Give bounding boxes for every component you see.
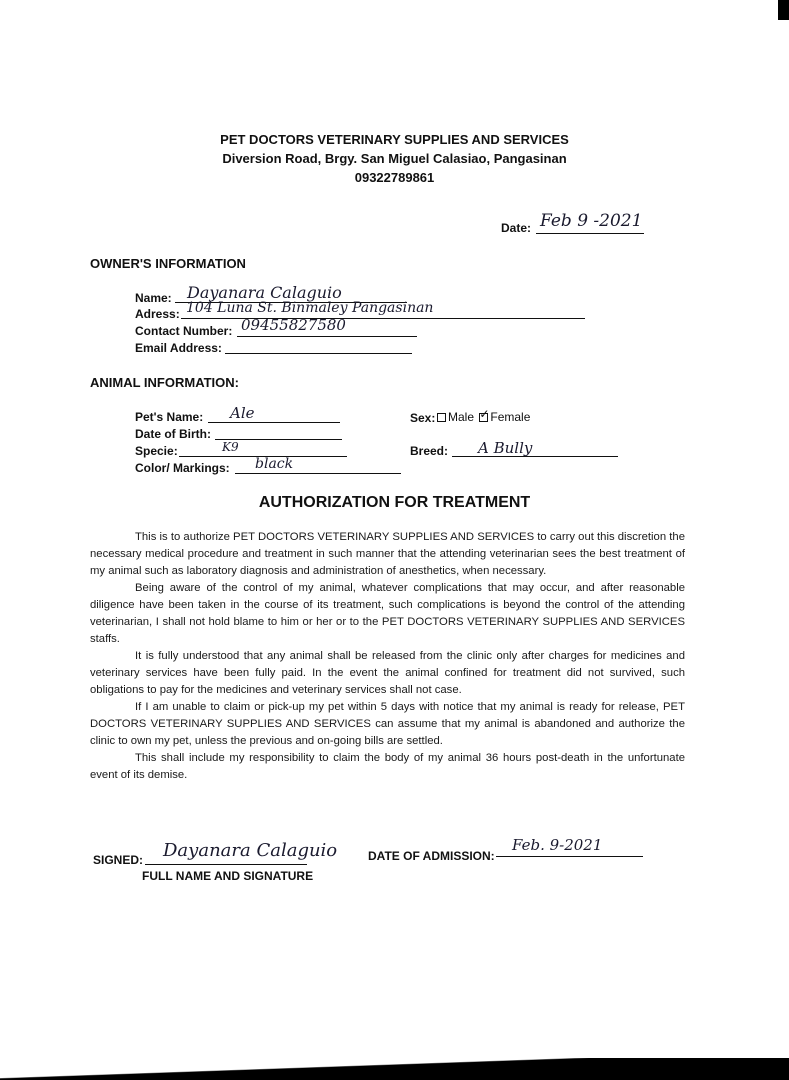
pet-name-value: Ale [230, 404, 255, 422]
specie-value: K9 [222, 440, 239, 454]
breed-label: Breed: [410, 444, 449, 458]
sex-label: Sex: [410, 411, 436, 425]
authorization-body [90, 529, 685, 784]
owner-address-value: 104 Luna St. Binmaley Pangasinan [186, 300, 434, 316]
dob-label: Date of Birth: [135, 427, 211, 441]
admission-date-value: Feb. 9-2021 [512, 836, 603, 854]
authorization-paragraph: This is to authorize PET DOCTORS VETERINARY SUPPLIES AND SERVICES to carry out this discretion the necessary medical procedure and treatment in such manner that the attending veterinarian sees the best treatment of my animal such as laboratory diagnosis and administration of anesthetics, when necessary. [90, 531, 685, 577]
pet-name-label: Pet's Name: [135, 410, 204, 424]
owner-email-line [225, 353, 412, 354]
owner-name-label: Name: [135, 291, 172, 305]
color-markings-line [235, 473, 401, 474]
date-line [536, 233, 644, 234]
signature: Dayanara Calaguio [163, 840, 338, 861]
signature-line [145, 864, 307, 865]
authorization-paragraph: Being aware of the control of my animal, whatever complications that may occur, and after reasonable diligence have been taken in the course of its treatment, such complications is beyond the control of the attending veterinarian, I shall not hold blame to him or her or to the PET DOCTORS VETERINARY SUPPLIES AND SERVICES staffs. [90, 582, 685, 645]
pet-name-line [208, 422, 340, 423]
date-label: Date: [501, 221, 532, 235]
authorization-paragraph: It is fully understood that any animal shall be released from the clinic only after charges for medicines and veterinary services have been fully paid. In the event the animal confined for treatment did not survived, such obligations to pay for the medicines and veterinary services shall not case. [90, 650, 685, 696]
color-markings-label: Color/ Markings: [135, 461, 230, 475]
date-value: Feb 9 -2021 [540, 211, 643, 231]
signed-label: SIGNED: [93, 853, 144, 867]
full-name-signature-label: FULL NAME AND SIGNATURE [142, 869, 314, 883]
specie-label: Specie: [135, 444, 178, 458]
breed-value: A Bully [478, 439, 533, 457]
company-phone: 09322789861 [354, 170, 435, 185]
company-name: PET DOCTORS VETERINARY SUPPLIES AND SERVICES [220, 132, 569, 147]
sex-male-label: Male [448, 410, 475, 424]
admission-date-label: DATE OF ADMISSION: [368, 849, 495, 863]
sex-female-label: Female [490, 410, 531, 424]
owner-name-value: Dayanara Calaguio [187, 283, 342, 302]
scan-edge-artifact [0, 1058, 789, 1080]
authorization-paragraph: This shall include my responsibility to claim the body of my animal 36 hours post-death in the unfortunate event of its demise. [90, 752, 685, 781]
color-markings-value: black [255, 456, 294, 472]
owner-section-title: OWNER'S INFORMATION [90, 256, 246, 271]
owner-contact-label: Contact Number: [135, 324, 233, 338]
owner-contact-line [237, 336, 417, 337]
owner-address-label: Adress: [135, 307, 180, 321]
owner-contact-value: 09455827580 [241, 316, 346, 334]
owner-email-label: Email Address: [135, 341, 222, 355]
check-mark-icon: ✓ [479, 407, 490, 422]
scan-edge-artifact [778, 0, 789, 20]
admission-date-line [496, 856, 643, 857]
authorization-title: AUTHORIZATION FOR TREATMENT [258, 494, 531, 511]
sex-male-checkbox[interactable] [437, 413, 446, 422]
sex-female-checkbox[interactable] [479, 407, 490, 422]
sex-options [435, 407, 531, 424]
company-address: Diversion Road, Brgy. San Miguel Calasiao, Pangasinan [222, 151, 567, 166]
breed-line [452, 456, 618, 457]
authorization-paragraph: If I am unable to claim or pick-up my pet within 5 days with notice that my animal is ready for release, PET DOCTORS VETERINARY SUPPLIES AND SERVICES can assume that my animal is abandoned and authorize the clinic to own my pet, unless the previous and on-going bills are settled. [90, 701, 685, 747]
animal-section-title: ANIMAL INFORMATION: [90, 375, 239, 390]
